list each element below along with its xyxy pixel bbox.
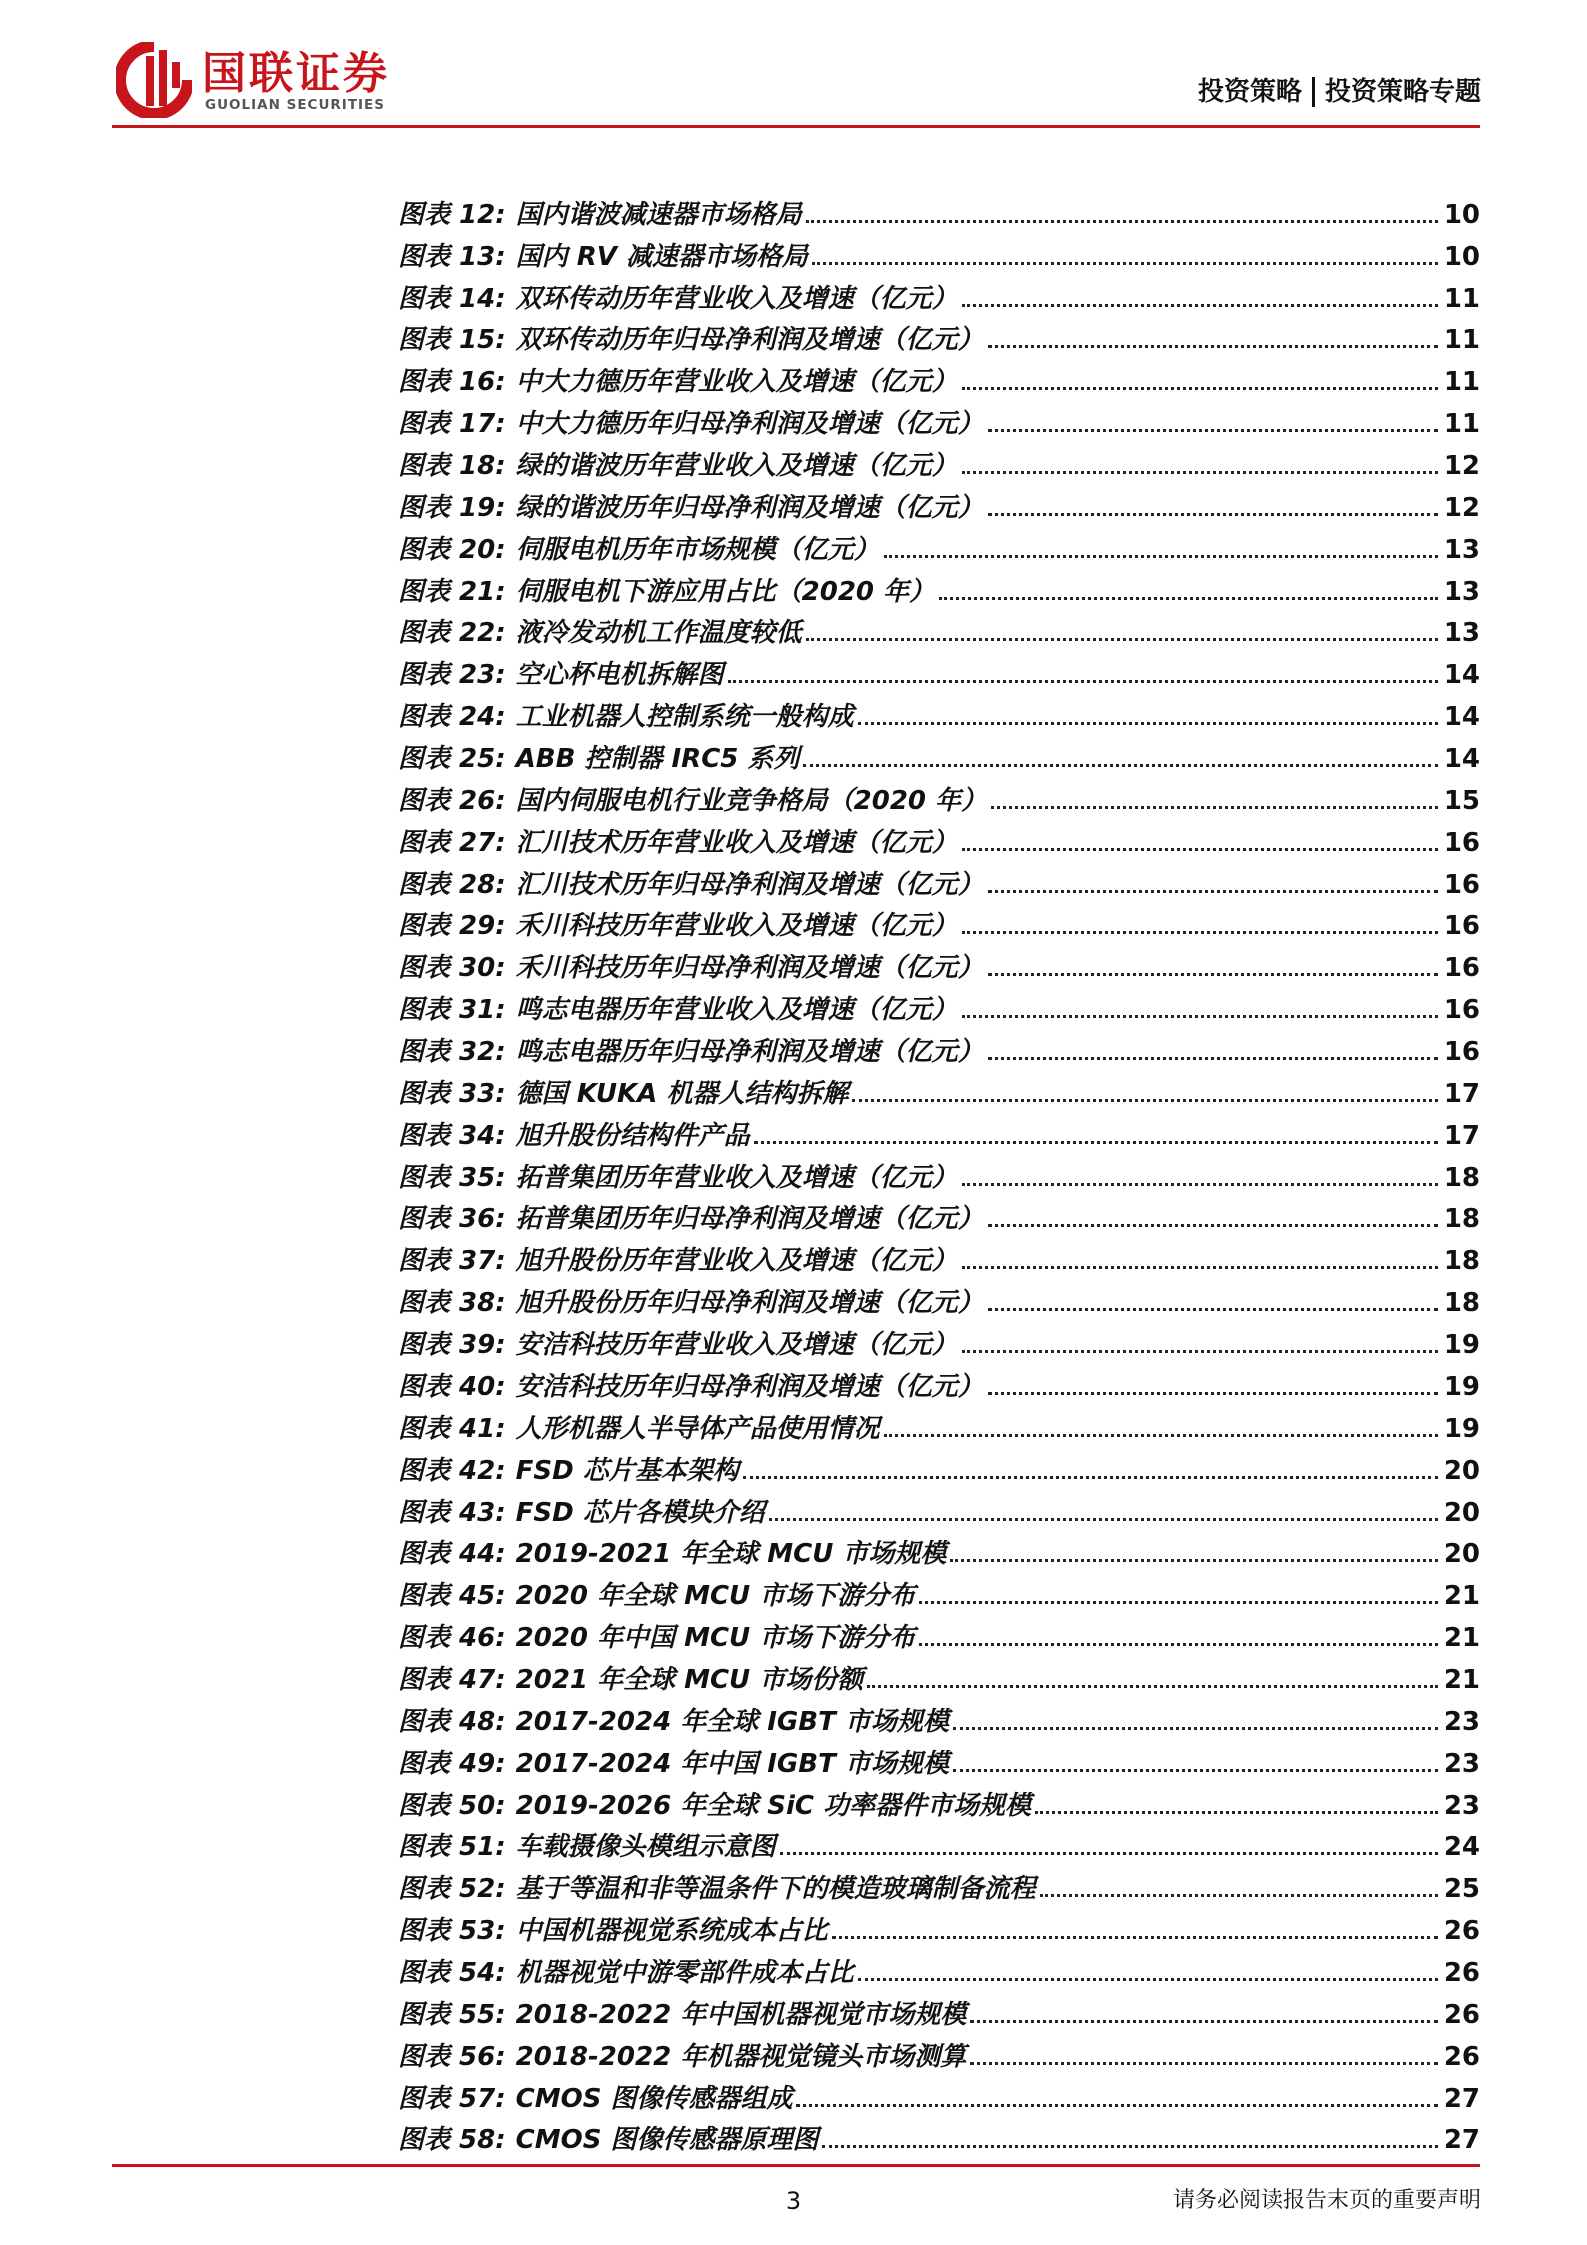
toc-leader-dots xyxy=(754,1141,1438,1144)
toc-leader-dots xyxy=(858,1978,1438,1981)
toc-entry-label: 图表 40: xyxy=(398,1371,506,1402)
toc-leader-dots xyxy=(988,1392,1438,1395)
toc-entry-page: 17 xyxy=(1443,1078,1480,1109)
footer-divider xyxy=(112,2164,1480,2167)
toc-entry[interactable] xyxy=(398,1739,1480,1781)
toc-entry-title: ABB 控制器 IRC5 系列 xyxy=(515,744,800,775)
toc-entry-page: 18 xyxy=(1443,1162,1480,1193)
toc-entry-page: 20 xyxy=(1443,1497,1480,1528)
toc-entry-page: 16 xyxy=(1443,869,1480,900)
toc-entry-page: 16 xyxy=(1443,995,1480,1026)
toc-entry-title: 安洁科技历年营业收入及增速（亿元） xyxy=(515,1330,958,1361)
toc-entry[interactable] xyxy=(398,441,1480,483)
toc-leader-dots xyxy=(950,1559,1437,1562)
toc-leader-dots xyxy=(988,513,1438,516)
toc-entry-title: 工业机器人控制系统一般构成 xyxy=(515,702,854,733)
toc-leader-dots xyxy=(953,1769,1438,1772)
toc-entry-label: 图表 45: xyxy=(398,1581,506,1612)
toc-leader-dots xyxy=(806,220,1438,223)
toc-entry-label: 图表 21: xyxy=(398,576,506,607)
toc-entry-title: FSD 芯片各模块介绍 xyxy=(515,1497,765,1528)
toc-entry-title: 伺服电机历年市场规模（亿元） xyxy=(515,534,880,565)
toc-leader-dots xyxy=(832,1936,1438,1939)
toc-entry[interactable] xyxy=(398,274,1480,316)
toc-entry-label: 图表 47: xyxy=(398,1664,506,1695)
toc-entry-page: 25 xyxy=(1443,1874,1480,1905)
toc-entry[interactable] xyxy=(398,860,1480,902)
toc-leader-dots xyxy=(884,1434,1438,1437)
toc-entry[interactable] xyxy=(398,1195,1480,1237)
toc-leader-dots xyxy=(867,1685,1438,1688)
toc-entry-title: 中大力德历年归母净利润及增速（亿元） xyxy=(515,409,984,440)
toc-entry[interactable] xyxy=(398,609,1480,651)
toc-leader-dots xyxy=(796,2104,1437,2107)
toc-entry-title: 2017-2024 年中国 IGBT 市场规模 xyxy=(515,1748,949,1779)
toc-entry-label: 图表 25: xyxy=(398,744,506,775)
toc-leader-dots xyxy=(852,1099,1437,1102)
toc-entry[interactable] xyxy=(398,943,1480,985)
toc-entry-title: 旭升股份历年归母净利润及增速（亿元） xyxy=(515,1288,984,1319)
toc-entry[interactable] xyxy=(398,1530,1480,1572)
toc-leader-dots xyxy=(988,1308,1438,1311)
toc-leader-dots xyxy=(939,597,1438,600)
toc-leader-dots xyxy=(962,1183,1438,1186)
toc-entry-page: 13 xyxy=(1443,576,1480,607)
toc-leader-dots xyxy=(970,2062,1438,2065)
toc-leader-dots xyxy=(919,1643,1438,1646)
toc-entry-title: 国内 RV 减速器市场格局 xyxy=(515,241,808,272)
toc-entry[interactable] xyxy=(398,734,1480,776)
toc-entry-title: 拓普集团历年归母净利润及增速（亿元） xyxy=(515,1204,984,1235)
toc-leader-dots xyxy=(769,1518,1438,1521)
toc-entry-label: 图表 29: xyxy=(398,911,506,942)
toc-entry-title: 双环传动历年归母净利润及增速（亿元） xyxy=(515,325,984,356)
toc-entry[interactable] xyxy=(398,357,1480,399)
toc-entry-label: 图表 12: xyxy=(398,199,506,230)
toc-entry-label: 图表 58: xyxy=(398,2125,506,2156)
toc-leader-dots xyxy=(988,429,1438,432)
toc-entry-page: 11 xyxy=(1443,367,1480,398)
toc-entry[interactable] xyxy=(398,1153,1480,1195)
toc-entry-label: 图表 43: xyxy=(398,1497,506,1528)
category-label: 投资策略 xyxy=(1197,77,1302,107)
brand-name-en: GUOLIAN SECURITIES xyxy=(205,97,385,113)
toc-entry-title: 双环传动历年营业收入及增速（亿元） xyxy=(515,283,958,314)
toc-entry[interactable] xyxy=(398,1404,1480,1446)
toc-entry[interactable] xyxy=(398,1613,1480,1655)
toc-entry-title: 基于等温和非等温条件下的模造玻璃制备流程 xyxy=(515,1874,1036,1905)
toc-leader-dots xyxy=(991,806,1438,809)
toc-entry-title: 旭升股份结构件产品 xyxy=(515,1120,750,1151)
toc-entry-label: 图表 18: xyxy=(398,451,506,482)
toc-entry[interactable] xyxy=(398,1697,1480,1739)
toc-leader-dots xyxy=(953,1727,1438,1730)
page-header xyxy=(0,0,1587,130)
toc-entry-label: 图表 38: xyxy=(398,1288,506,1319)
toc-leader-dots xyxy=(884,555,1438,558)
toc-entry-page: 11 xyxy=(1443,325,1480,356)
toc-entry-label: 图表 36: xyxy=(398,1204,506,1235)
toc-entry-page: 24 xyxy=(1443,1832,1480,1863)
guolian-logo-icon xyxy=(116,42,192,118)
toc-entry-label: 图表 41: xyxy=(398,1413,506,1444)
toc-entry[interactable] xyxy=(398,1069,1480,1111)
toc-leader-dots xyxy=(858,722,1438,725)
toc-entry-page: 10 xyxy=(1443,241,1480,272)
toc-entry-page: 16 xyxy=(1443,911,1480,942)
brand-name-cn: 国联证券 xyxy=(202,48,390,99)
toc-entry-page: 21 xyxy=(1443,1623,1480,1654)
toc-entry-page: 16 xyxy=(1443,953,1480,984)
toc-entry-label: 图表 15: xyxy=(398,325,506,356)
toc-leader-dots xyxy=(962,471,1438,474)
toc-entry-label: 图表 34: xyxy=(398,1120,506,1151)
toc-entry-label: 图表 50: xyxy=(398,1790,506,1821)
toc-entry[interactable] xyxy=(398,567,1480,609)
toc-entry-label: 图表 56: xyxy=(398,2041,506,2072)
toc-entry-title: 2017-2024 年全球 IGBT 市场规模 xyxy=(515,1706,949,1737)
toc-entry-title: 2020 年全球 MCU 市场下游分布 xyxy=(515,1581,916,1612)
toc-leader-dots xyxy=(962,931,1438,934)
figure-index-list xyxy=(398,190,1480,2157)
toc-entry-label: 图表 32: xyxy=(398,1037,506,1068)
toc-entry-label: 图表 39: xyxy=(398,1330,506,1361)
toc-entry-label: 图表 48: xyxy=(398,1706,506,1737)
toc-entry-page: 12 xyxy=(1443,492,1480,523)
toc-entry-label: 图表 33: xyxy=(398,1078,506,1109)
toc-entry-page: 19 xyxy=(1443,1413,1480,1444)
toc-leader-dots xyxy=(1040,1894,1438,1897)
toc-entry-title: 旭升股份历年营业收入及增速（亿元） xyxy=(515,1246,958,1277)
toc-entry-label: 图表 16: xyxy=(398,367,506,398)
toc-entry-label: 图表 23: xyxy=(398,660,506,691)
toc-entry-page: 18 xyxy=(1443,1288,1480,1319)
toc-entry[interactable] xyxy=(398,692,1480,734)
toc-entry-title: 绿的谐波历年营业收入及增速（亿元） xyxy=(515,451,958,482)
toc-entry-title: 2018-2022 年中国机器视觉市场规模 xyxy=(515,1999,967,2030)
toc-entry-page: 18 xyxy=(1443,1204,1480,1235)
toc-entry-title: 拓普集团历年营业收入及增速（亿元） xyxy=(515,1162,958,1193)
toc-entry-page: 27 xyxy=(1443,2083,1480,2114)
toc-entry-label: 图表 51: xyxy=(398,1832,506,1863)
toc-entry[interactable] xyxy=(398,190,1480,232)
toc-entry[interactable] xyxy=(398,1320,1480,1362)
subcategory-label: 投资策略专题 xyxy=(1324,77,1481,107)
toc-entry-label: 图表 17: xyxy=(398,409,506,440)
toc-entry[interactable] xyxy=(398,1278,1480,1320)
toc-entry-page: 23 xyxy=(1443,1790,1480,1821)
toc-entry-title: 鸣志电器历年营业收入及增速（亿元） xyxy=(515,995,958,1026)
toc-leader-dots xyxy=(962,848,1438,851)
toc-entry-title: CMOS 图像传感器原理图 xyxy=(515,2125,819,2156)
toc-entry-title: 中国机器视觉系统成本占比 xyxy=(515,1916,828,1947)
toc-entry-title: 鸣志电器历年归母净利润及增速（亿元） xyxy=(515,1037,984,1068)
toc-entry-page: 27 xyxy=(1443,2125,1480,2156)
toc-entry[interactable] xyxy=(398,1111,1480,1153)
toc-entry-title: 德国 KUKA 机器人结构拆解 xyxy=(515,1078,849,1109)
toc-entry-page: 26 xyxy=(1443,1957,1480,1988)
toc-entry-label: 图表 42: xyxy=(398,1455,506,1486)
toc-entry[interactable] xyxy=(398,2074,1480,2116)
toc-entry-page: 13 xyxy=(1443,534,1480,565)
toc-entry-label: 图表 37: xyxy=(398,1246,506,1277)
toc-entry-page: 20 xyxy=(1443,1539,1480,1570)
toc-leader-dots xyxy=(988,1057,1438,1060)
toc-entry-title: 禾川科技历年营业收入及增速（亿元） xyxy=(515,911,958,942)
toc-leader-dots xyxy=(988,973,1438,976)
toc-entry-title: 2018-2022 年机器视觉镜头市场测算 xyxy=(515,2041,967,2072)
toc-entry-page: 26 xyxy=(1443,2041,1480,2072)
toc-entry-page: 21 xyxy=(1443,1581,1480,1612)
category-separator xyxy=(1312,77,1315,107)
toc-entry-title: 禾川科技历年归母净利润及增速（亿元） xyxy=(515,953,984,984)
toc-entry-title: FSD 芯片基本架构 xyxy=(515,1455,739,1486)
toc-entry-title: 2019-2026 年全球 SiC 功率器件市场规模 xyxy=(515,1790,1032,1821)
toc-entry[interactable] xyxy=(398,316,1480,358)
toc-entry[interactable] xyxy=(398,2032,1480,2074)
toc-leader-dots xyxy=(962,1266,1438,1269)
toc-entry-label: 图表 31: xyxy=(398,995,506,1026)
toc-entry-label: 图表 54: xyxy=(398,1957,506,1988)
toc-entry[interactable] xyxy=(398,1906,1480,1948)
toc-entry-title: CMOS 图像传感器组成 xyxy=(515,2083,793,2114)
toc-entry-title: 液冷发动机工作温度较低 xyxy=(515,618,802,649)
toc-entry[interactable] xyxy=(398,399,1480,441)
toc-entry-label: 图表 28: xyxy=(398,869,506,900)
toc-leader-dots xyxy=(806,638,1438,641)
toc-entry-page: 23 xyxy=(1443,1748,1480,1779)
toc-leader-dots xyxy=(812,262,1438,265)
header-divider xyxy=(112,125,1480,128)
toc-entry-title: 2019-2021 年全球 MCU 市场规模 xyxy=(515,1539,947,1570)
toc-entry-title: 人形机器人半导体产品使用情况 xyxy=(515,1413,880,1444)
toc-entry-label: 图表 35: xyxy=(398,1162,506,1193)
toc-leader-dots xyxy=(780,1852,1438,1855)
toc-leader-dots xyxy=(822,2145,1437,2148)
toc-leader-dots xyxy=(728,680,1438,683)
toc-entry[interactable] xyxy=(398,1571,1480,1613)
toc-entry[interactable] xyxy=(398,1948,1480,1990)
toc-leader-dots xyxy=(962,304,1438,307)
toc-entry-label: 图表 53: xyxy=(398,1916,506,1947)
toc-entry-page: 26 xyxy=(1443,1999,1480,2030)
toc-entry-page: 14 xyxy=(1443,744,1480,775)
toc-entry-label: 图表 26: xyxy=(398,785,506,816)
toc-entry-title: 车载摄像头模组示意图 xyxy=(515,1832,776,1863)
toc-entry-title: 绿的谐波历年归母净利润及增速（亿元） xyxy=(515,492,984,523)
toc-entry-label: 图表 27: xyxy=(398,827,506,858)
toc-leader-dots xyxy=(988,1224,1438,1227)
toc-entry[interactable] xyxy=(398,1362,1480,1404)
toc-entry-page: 17 xyxy=(1443,1120,1480,1151)
toc-leader-dots xyxy=(962,1350,1438,1353)
toc-entry-label: 图表 49: xyxy=(398,1748,506,1779)
toc-entry[interactable] xyxy=(398,2116,1480,2158)
toc-leader-dots xyxy=(988,345,1438,348)
toc-entry-title: 机器视觉中游零部件成本占比 xyxy=(515,1957,854,1988)
toc-entry-page: 11 xyxy=(1443,409,1480,440)
toc-entry-label: 图表 24: xyxy=(398,702,506,733)
toc-entry[interactable] xyxy=(398,232,1480,274)
toc-entry-title: 中大力德历年营业收入及增速（亿元） xyxy=(515,367,958,398)
toc-entry-page: 19 xyxy=(1443,1371,1480,1402)
page-number: 3 xyxy=(785,2187,802,2215)
toc-entry-page: 16 xyxy=(1443,827,1480,858)
toc-entry-page: 19 xyxy=(1443,1330,1480,1361)
toc-entry[interactable] xyxy=(398,1446,1480,1488)
toc-entry-label: 图表 30: xyxy=(398,953,506,984)
toc-leader-dots xyxy=(803,764,1437,767)
toc-entry[interactable] xyxy=(398,1864,1480,1906)
toc-entry-page: 14 xyxy=(1443,660,1480,691)
toc-entry-label: 图表 20: xyxy=(398,534,506,565)
toc-entry[interactable] xyxy=(398,1488,1480,1530)
toc-entry-page: 21 xyxy=(1443,1664,1480,1695)
toc-entry-label: 图表 19: xyxy=(398,492,506,523)
disclaimer-note: 请务必阅读报告末页的重要声明 xyxy=(1172,2188,1481,2213)
toc-entry[interactable] xyxy=(398,1823,1480,1865)
toc-entry-title: 国内谐波减速器市场格局 xyxy=(515,199,802,230)
toc-entry-page: 11 xyxy=(1443,283,1480,314)
toc-entry-page: 12 xyxy=(1443,451,1480,482)
toc-entry[interactable] xyxy=(398,525,1480,567)
toc-entry-page: 13 xyxy=(1443,618,1480,649)
toc-entry-page: 26 xyxy=(1443,1916,1480,1947)
toc-entry-page: 10 xyxy=(1443,199,1480,230)
toc-entry-title: 汇川技术历年归母净利润及增速（亿元） xyxy=(515,869,984,900)
toc-entry-label: 图表 46: xyxy=(398,1623,506,1654)
toc-entry[interactable] xyxy=(398,1027,1480,1069)
toc-entry-label: 图表 13: xyxy=(398,241,506,272)
toc-leader-dots xyxy=(970,2020,1438,2023)
toc-entry-page: 14 xyxy=(1443,702,1480,733)
toc-entry[interactable] xyxy=(398,1781,1480,1823)
toc-entry-label: 图表 55: xyxy=(398,1999,506,2030)
toc-entry[interactable] xyxy=(398,1655,1480,1697)
toc-entry-title: 安洁科技历年归母净利润及增速（亿元） xyxy=(515,1371,984,1402)
toc-entry-title: 空心杯电机拆解图 xyxy=(515,660,724,691)
toc-entry[interactable] xyxy=(398,776,1480,818)
toc-entry[interactable] xyxy=(398,902,1480,944)
toc-entry-label: 图表 14: xyxy=(398,283,506,314)
toc-entry[interactable] xyxy=(398,483,1480,525)
toc-leader-dots xyxy=(919,1601,1438,1604)
toc-entry-page: 16 xyxy=(1443,1037,1480,1068)
toc-entry-title: 伺服电机下游应用占比（2020 年） xyxy=(515,576,936,607)
toc-leader-dots xyxy=(988,890,1438,893)
toc-entry-page: 20 xyxy=(1443,1455,1480,1486)
toc-entry-page: 23 xyxy=(1443,1706,1480,1737)
toc-entry[interactable] xyxy=(398,985,1480,1027)
toc-leader-dots xyxy=(962,1015,1438,1018)
toc-entry-page: 15 xyxy=(1443,785,1480,816)
toc-leader-dots xyxy=(743,1476,1438,1479)
toc-entry[interactable] xyxy=(398,818,1480,860)
toc-entry-label: 图表 22: xyxy=(398,618,506,649)
toc-entry-title: 国内伺服电机行业竞争格局（2020 年） xyxy=(515,785,988,816)
toc-entry-title: 汇川技术历年营业收入及增速（亿元） xyxy=(515,827,958,858)
toc-entry-label: 图表 57: xyxy=(398,2083,506,2114)
toc-entry-label: 图表 44: xyxy=(398,1539,506,1570)
toc-entry[interactable] xyxy=(398,650,1480,692)
toc-entry-label: 图表 52: xyxy=(398,1874,506,1905)
toc-entry-title: 2021 年全球 MCU 市场份额 xyxy=(515,1664,864,1695)
toc-leader-dots xyxy=(962,387,1438,390)
toc-entry[interactable] xyxy=(398,1990,1480,2032)
toc-entry-page: 18 xyxy=(1443,1246,1480,1277)
toc-entry[interactable] xyxy=(398,1236,1480,1278)
toc-entry-title: 2020 年中国 MCU 市场下游分布 xyxy=(515,1623,916,1654)
report-category xyxy=(1198,72,1481,112)
toc-leader-dots xyxy=(1035,1811,1438,1814)
